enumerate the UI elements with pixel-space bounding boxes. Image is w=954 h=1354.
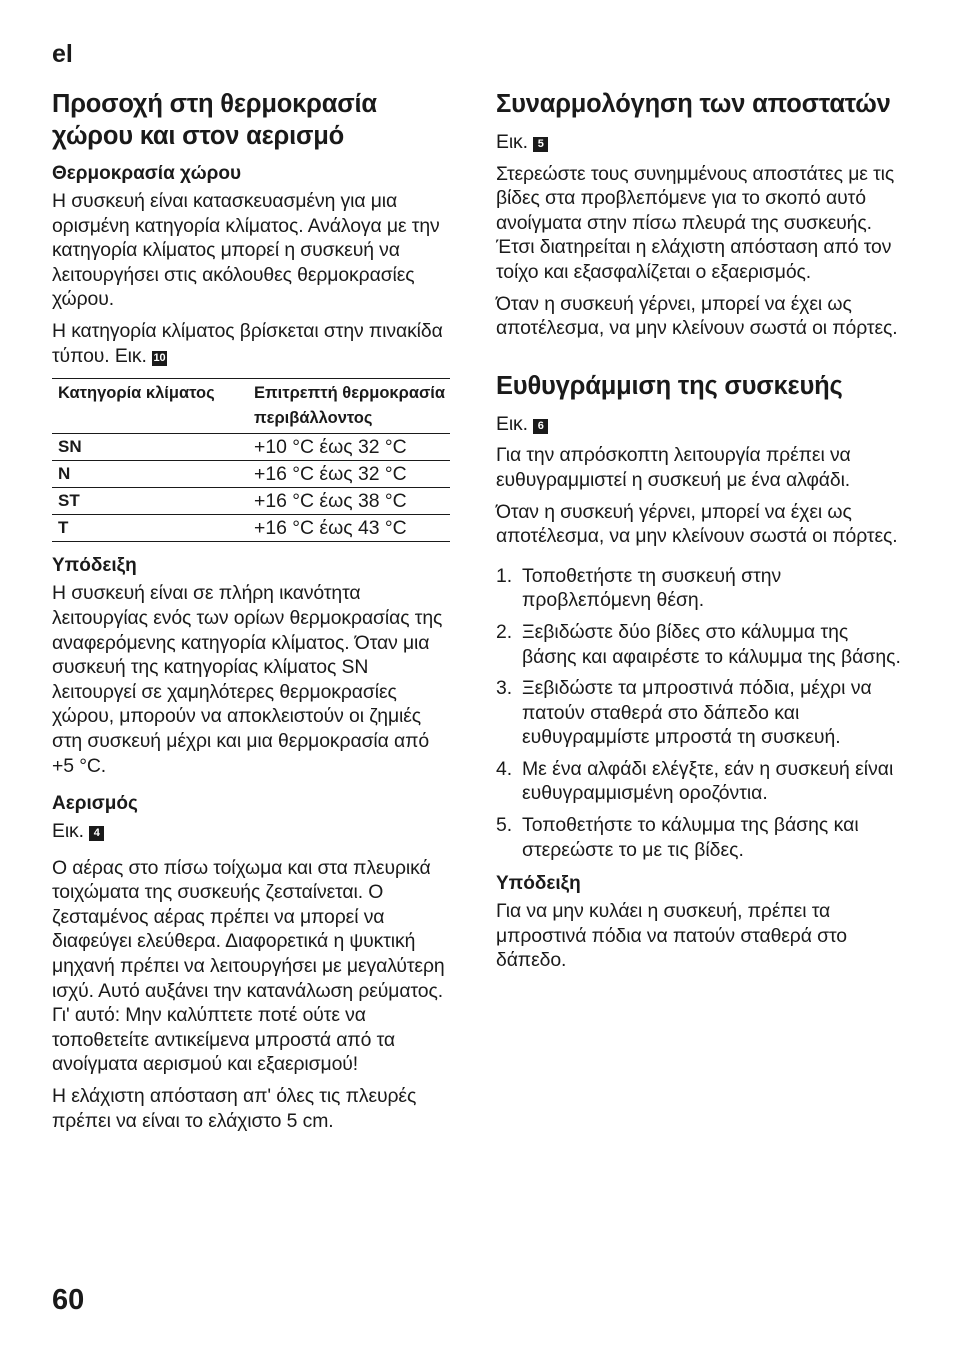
paragraph-leveling: Για την απρόσκοπτη λειτουργία πρέπει να ευθυγραμμιστεί η συσκευή με ένα αλφάδι. (496, 444, 851, 491)
step-text: Ξεβιδώστε τα μπροστινά πόδια, μέχρι να πατούν σταθερά στο δάπεδο και ευθυγραμμίστε μπροστά τη συσκευή. (522, 677, 872, 749)
paragraph-note: Η συσκευή είναι σε πλήρη ικανότητα λειτουργίας ενός των ορίων θερμοκρασίας της αναφερόμενης κατηγορία κλίματος. Όταν μια συσκευή της κατηγορίας κλίματος SN λειτουργεί σε χαμηλότερες θερμοκρασίες χώρου, μπορούν να αποκλειστούν οι ζημιές στη συσκευή μέχρι και μια θερμοκρασία από +5 °C. (52, 582, 443, 777)
climate-class-cell: N (52, 461, 248, 488)
figure-ref-badge: 5 (533, 137, 548, 152)
list-item (496, 676, 901, 750)
temperature-range-cell: +16 °C έως 38 °C (248, 488, 450, 515)
figure-reference (52, 819, 452, 844)
paragraph-tilt-warning: Όταν η συσκευή γέρνει, μπορεί να έχει ως αποτέλεσμα, να μην κλείνουν σωστά οι πόρτες. (496, 500, 898, 548)
list-item (496, 564, 901, 613)
paragraph-rating-plate (52, 319, 452, 368)
step-number: 4. (496, 757, 513, 780)
table-header-climate-class: Κατηγορία κλίματος (52, 379, 248, 434)
paragraph-min-distance: Η ελάχιστη απόσταση απ' όλες τις πλευρές πρέπει να είναι το ελάχιστο 5 cm. (52, 1085, 417, 1132)
paragraph-tilt-warning: Όταν η συσκευή γέρνει, μπορεί να έχει ως αποτέλεσμα, να μην κλείνουν σωστά οι πόρτες. (496, 292, 898, 340)
figure-label: Εικ. (52, 820, 84, 843)
temperature-range-cell: +16 °C έως 43 °C (248, 515, 450, 542)
table-row (52, 461, 450, 488)
step-text: Τοποθετήστε τη συσκευή στην προβλεπόμενη θέση. (522, 564, 782, 612)
climate-class-cell: T (52, 515, 248, 542)
subheading-room-temperature: Θερμοκρασία χώρου (52, 163, 242, 184)
leveling-steps-list (496, 564, 901, 863)
subheading-note: Υπόδειξη (496, 873, 581, 895)
section-heading-leveling: Ευθυγράμμιση της συσκευής (496, 371, 843, 400)
figure-label: Εικ. (496, 412, 528, 435)
rating-plate-text: Η κατηγορία κλίματος βρίσκεται στην πινακίδα τύπου. Εικ. (52, 319, 443, 367)
step-number: 3. (496, 677, 513, 700)
figure-ref-badge: 6 (533, 419, 548, 434)
language-tag: el (52, 40, 73, 68)
table-row (52, 515, 450, 542)
step-number: 2. (496, 620, 513, 643)
page-number: 60 (52, 1284, 85, 1316)
paragraph-note: Για να μην κυλάει η συσκευή, πρέπει τα μπροστινά πόδια να πατούν σταθερά στο δάπεδο. (496, 900, 847, 972)
step-number: 5. (496, 814, 513, 837)
subheading-note: Υπόδειξη (52, 555, 137, 577)
temperature-range-cell: +10 °C έως 32 °C (248, 434, 450, 461)
step-text: Τοποθετήστε το κάλυμμα της βάσης και στερεώστε το με τις βίδες. (522, 814, 859, 861)
section-heading-spacers: Συναρμολόγηση των αποστατών (496, 90, 891, 118)
step-text: Ξεβιδώστε δύο βίδες στο κάλυμμα της βάσης και αφαιρέστε το κάλυμμα της βάσης. (522, 620, 901, 668)
list-item (496, 620, 901, 669)
table-row (52, 488, 450, 515)
figure-label: Εικ. (496, 131, 528, 153)
climate-class-cell: SN (52, 434, 248, 461)
figure-ref-badge: 10 (153, 351, 166, 364)
right-column (496, 88, 901, 980)
list-item (496, 813, 901, 862)
climate-class-table (52, 378, 450, 542)
section-heading-room-temp-ventilation: Προσοχή στη θερμοκρασία χώρου και στον αερισμό (52, 90, 377, 150)
step-text: Με ένα αλφάδι ελέγξτε, εάν η συσκευή είναι ευθυγραμμισμένη οροζόντια. (522, 757, 894, 805)
list-item (496, 757, 901, 806)
temperature-range-cell: +16 °C έως 32 °C (248, 461, 450, 488)
step-number: 1. (496, 564, 513, 587)
paragraph-spacers: Στερεώστε τους συνημμένους αποστάτες με τις βίδες στα προβλεπόμενε για το σκοπό αυτό ανοίγματα στην πίσω πλευρά της συσκευής. Έτσι διατηρείται η ελάχιστη απόσταση από τον τοίχο και εξασφαλίζεται ο εξαερισμός. (496, 162, 895, 283)
subheading-ventilation: Αερισμός (52, 793, 138, 815)
paragraph-ventilation: Ο αέρας στο πίσω τοίχωμα και στα πλευρικά τοιχώματα της συσκευής ζεσταίνεται. Ο ζεσταμένος αέρας πρέπει να μπορεί να διαφεύγει ελεύθερα. Διαφορετικά η ψυκτική μηχανή πρέπει να λειτουργήσει με μεγαλύτερη ισχύ. Αυτό αυξάνει την κατανάλωση ρεύματος. Γι' αυτό: Μην καλύπτετε ποτέ ούτε να τοποθετείτε αντικείμενα μπροστά από τα ανοίγματα αερισμού και εξαερισμού! (52, 856, 445, 1076)
climate-class-cell: ST (52, 488, 248, 515)
figure-reference (496, 130, 901, 155)
table-header-ambient-temp: Επιτρεπτή θερμοκρασία περιβάλλοντος (248, 379, 450, 434)
paragraph-climate-class-intro: Η συσκευή είναι κατασκευασμένη για μια ορισμένη κατηγορία κλίματος. Ανάλογα με την κατηγορία κλίματος μπορεί η συσκευή να λειτουργήσει στις ακόλουθες θερμοκρασίες χώρου. (52, 190, 440, 311)
left-column (52, 88, 452, 1140)
table-row (52, 434, 450, 461)
figure-ref-badge: 4 (89, 826, 104, 841)
figure-reference (496, 412, 901, 437)
